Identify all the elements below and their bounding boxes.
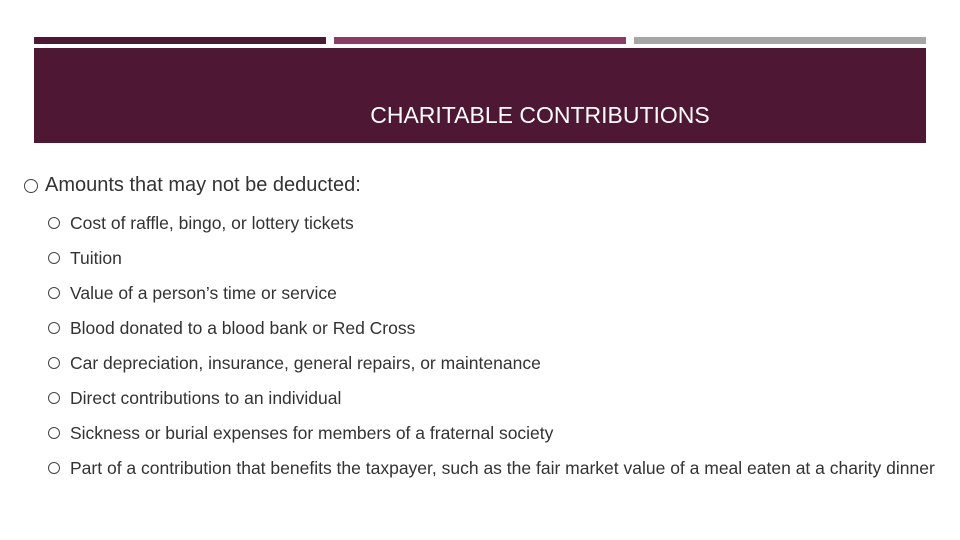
list-item-text: Sickness or burial expenses for members of a fraternal society — [70, 423, 554, 443]
slide-title: CHARITABLE CONTRIBUTIONS — [370, 102, 710, 128]
circle-bullet-icon — [48, 427, 60, 439]
list-item-text: Tuition — [70, 248, 122, 268]
slide-content — [24, 174, 944, 491]
accent-bar-dark — [34, 37, 326, 44]
list-item-text: Direct contributions to an individual — [70, 388, 342, 408]
circle-bullet-icon — [48, 217, 60, 229]
list-item — [48, 351, 944, 375]
list-item-text: Cost of raffle, bingo, or lottery tickets — [70, 213, 354, 233]
main-bullet-text: Amounts that may not be deducted: — [45, 174, 361, 196]
circle-bullet-icon — [48, 392, 60, 404]
list-item — [48, 316, 944, 340]
list-item — [48, 246, 944, 270]
list-item — [48, 386, 944, 410]
list-item — [48, 211, 944, 235]
deduction-list — [24, 211, 944, 480]
list-item — [48, 421, 944, 445]
list-item-text: Car depreciation, insurance, general repairs, or maintenance — [70, 353, 541, 373]
list-item-text: Blood donated to a blood bank or Red Cross — [70, 318, 416, 338]
circle-bullet-icon — [48, 322, 60, 334]
circle-bullet-icon — [48, 357, 60, 369]
accent-bar-mid — [334, 37, 626, 44]
title-band — [34, 48, 926, 143]
list-item-text: Value of a person’s time or service — [70, 283, 337, 303]
list-item-text: Part of a contribution that benefits the taxpayer, such as the fair market value of a meal eaten at a charity dinner — [70, 458, 935, 478]
main-bullet — [24, 174, 944, 197]
accent-bar-gray — [634, 37, 926, 44]
list-item — [48, 281, 944, 305]
list-item — [48, 456, 944, 480]
circle-bullet-icon — [48, 462, 60, 474]
circle-bullet-icon — [48, 287, 60, 299]
circle-bullet-icon — [48, 252, 60, 264]
circle-bullet-icon — [24, 179, 38, 193]
